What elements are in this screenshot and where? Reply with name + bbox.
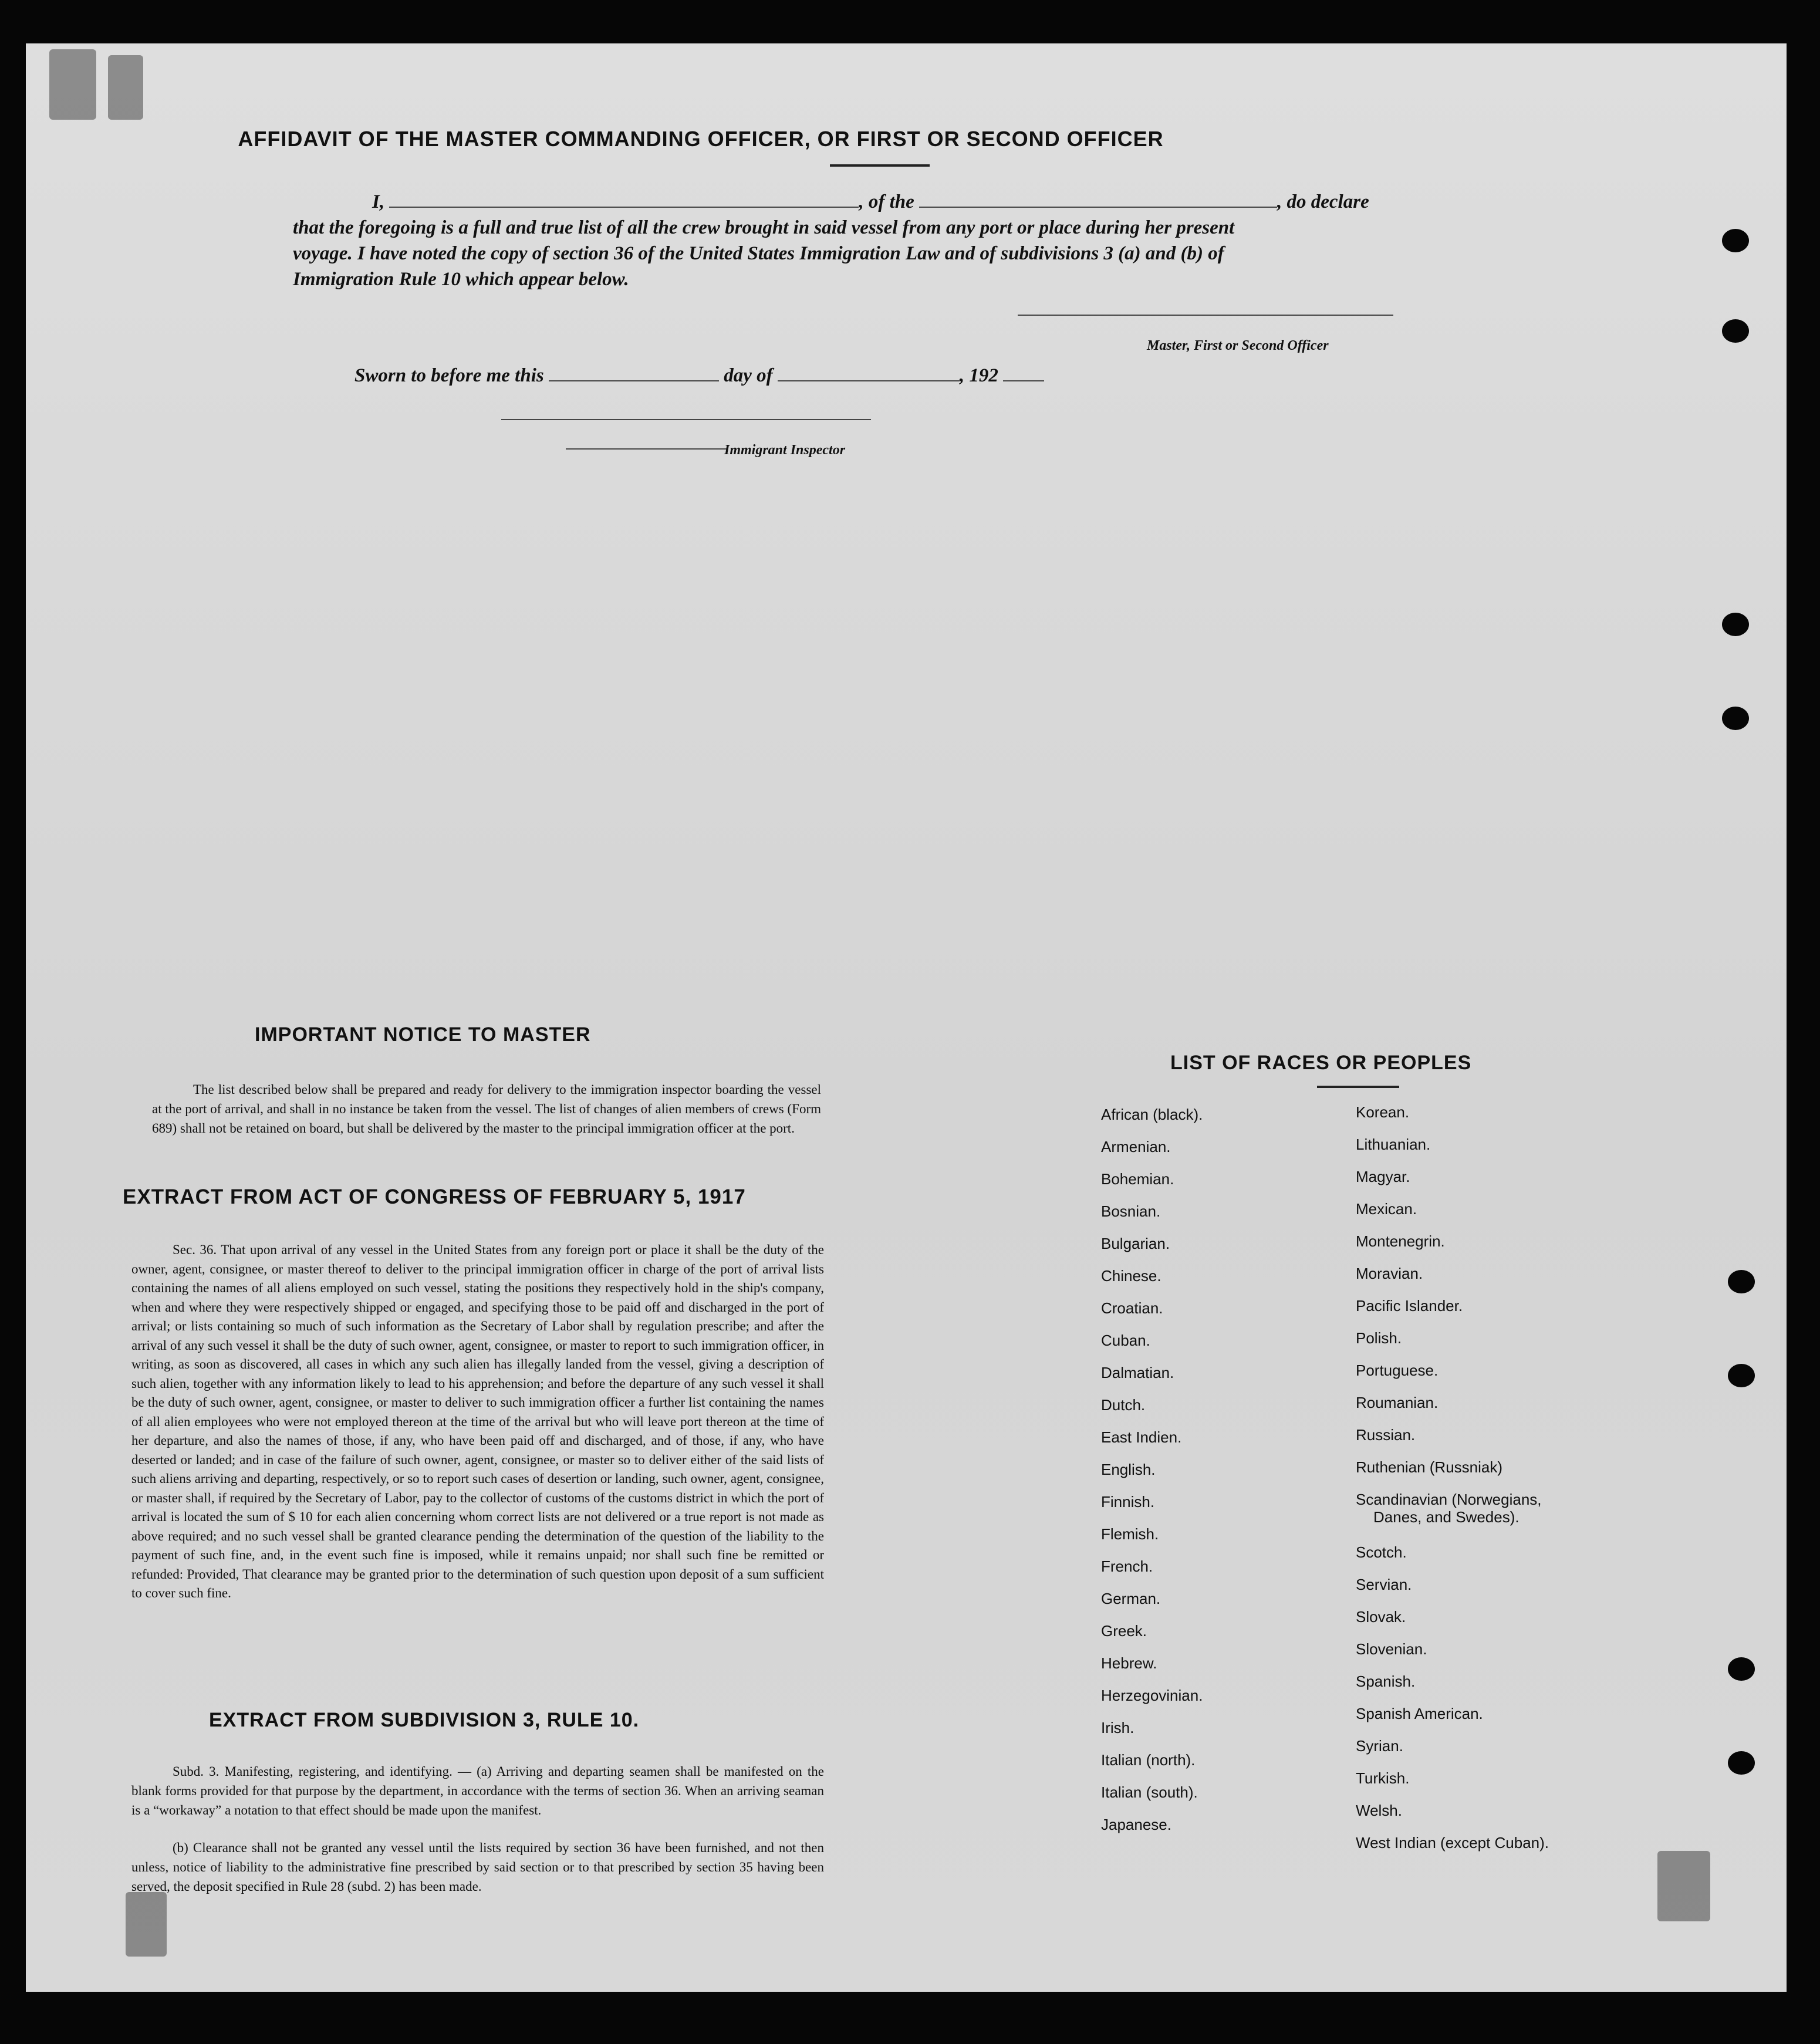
declarant-name-field[interactable] xyxy=(389,207,859,208)
race-item: Magyar. xyxy=(1356,1168,1410,1185)
affidavit-title: AFFIDAVIT OF THE MASTER COMMANDING OFFICER, OR FIRST OR SECOND OFFICER xyxy=(238,127,1164,151)
inspector-signature-field[interactable] xyxy=(501,419,871,420)
declaration-line-4: Immigration Rule 10 which appear below. xyxy=(293,269,629,290)
race-item: Syrian. xyxy=(1356,1737,1403,1755)
race-item: Slovak. xyxy=(1356,1608,1406,1626)
race-item: Cuban. xyxy=(1101,1332,1150,1349)
race-item: Spanish American. xyxy=(1356,1705,1483,1722)
race-item: Chinese. xyxy=(1101,1267,1161,1285)
sworn-line xyxy=(354,365,1044,387)
race-item: Croatian. xyxy=(1101,1299,1163,1317)
race-item: Spanish. xyxy=(1356,1673,1416,1690)
binder-hole xyxy=(1722,319,1749,343)
races-left-column xyxy=(1101,1106,1336,1869)
race-item: Portuguese. xyxy=(1356,1361,1439,1379)
race-item: Scotch. xyxy=(1356,1543,1407,1561)
race-item: Dutch. xyxy=(1101,1396,1146,1414)
rule-text-a: Subd. 3. Manifesting, registering, and identifying. — (a) Arriving and departing seamen shall be manifested on the blank forms provided for that purpose by the department, in accordance with the terms of section 36. When an arriving seaman is a “workaway” a notation to that effect should be made upon the manifest. xyxy=(131,1764,824,1817)
master-signature-label: Master, First or Second Officer xyxy=(1147,338,1329,353)
race-item: Montenegrin. xyxy=(1356,1232,1445,1250)
race-item: Servian. xyxy=(1356,1576,1412,1593)
race-item: Dalmatian. xyxy=(1101,1364,1174,1381)
notice-title: IMPORTANT NOTICE TO MASTER xyxy=(255,1023,591,1046)
declaration-line-3: voyage. I have noted the copy of section 36 of the United States Immigration Law and of subdivisions 3 (a) and (b) of xyxy=(293,243,1224,264)
race-item: Armenian. xyxy=(1101,1138,1171,1156)
sworn-day-field[interactable] xyxy=(549,380,719,381)
races-title: LIST OF RACES OR PEOPLES xyxy=(1170,1052,1472,1074)
binder-hole xyxy=(1722,707,1749,730)
declaration-line-1 xyxy=(372,191,1369,213)
race-item: Herzegovinian. xyxy=(1101,1687,1203,1704)
corner-smudge-bottom-left xyxy=(126,1892,167,1957)
title-underline xyxy=(830,164,930,167)
of-the-label: , of the xyxy=(859,191,914,212)
race-item: Italian (north). xyxy=(1101,1751,1196,1769)
year-prefix: , 192 xyxy=(959,365,998,386)
day-of-label: day of xyxy=(724,365,773,386)
rule-text-b: (b) Clearance shall not be granted any vessel until the lists required by section 36 have been furnished, and not then unless, notice of liability to the administrative fine prescribed by said section or to that prescribed by section 35 having been served, the deposit specified in Rule 28 (subd. 2) has been made. xyxy=(131,1840,824,1894)
inspector-label: Immigrant Inspector xyxy=(724,442,846,458)
race-item: Korean. xyxy=(1356,1103,1410,1121)
race-item: Welsh. xyxy=(1356,1802,1402,1819)
document-page xyxy=(26,43,1787,1992)
race-item: East Indien. xyxy=(1101,1428,1182,1446)
sworn-label: Sworn to before me this xyxy=(354,365,544,386)
act-title: EXTRACT FROM ACT OF CONGRESS OF FEBRUARY 5, 1917 xyxy=(123,1185,746,1208)
race-item: Hebrew. xyxy=(1101,1654,1157,1672)
race-item: Flemish. xyxy=(1101,1525,1159,1543)
binder-hole xyxy=(1728,1657,1755,1681)
binder-hole xyxy=(1728,1751,1755,1775)
race-item: Turkish. xyxy=(1356,1769,1410,1787)
declarant-label: I, xyxy=(372,191,385,212)
race-item: Slovenian. xyxy=(1356,1640,1427,1658)
races-right-column xyxy=(1356,1103,1684,1890)
rule-title: EXTRACT FROM SUBDIVISION 3, RULE 10. xyxy=(209,1709,640,1731)
declaration-line-2: that the foregoing is a full and true list of all the crew brought in said vessel from any port or place during her present xyxy=(293,217,1235,238)
sworn-month-field[interactable] xyxy=(778,380,960,381)
corner-smudge-top-left-2 xyxy=(108,55,143,120)
race-item: Irish. xyxy=(1101,1719,1134,1736)
act-text: Sec. 36. That upon arrival of any vessel in the United States from any foreign port or place it shall be the duty of the owner, agent, consignee, or master thereof to deliver to the principal immigration officer in charge of the port of arrival lists containing the names of all aliens employed on such vessel, stating the positions they respectively hold in the ship's company, when and where they were respectively shipped or engaged, and specifying those to be paid off and discharged in the port of arrival; or lists containing so much of such information as the Secretary of Labor shall by regulation prescribe; and after the arrival of any such vessel it shall be the duty of such owner, agent, consignee, or master to report to such immigration officer, in writing, as soon as discovered, all cases in which any such alien has illegally landed from the vessel, giving a description of such alien, together with any information likely to lead to his apprehension; and before the departure of any such vessel it shall be the duty of such owner, agent, consignee, or master to deliver to such immigration officer a further list containing the names of all alien employees who were not employed thereon at the time of the arrival but who will leave port thereon at the time of her departure, and also the names of those, if any, who have been paid off and discharged, and of those, if any, who have deserted or landed; and in case of the failure of such owner, agent, consignee, or master so to deliver either of the said lists of such aliens arriving and departing, respectively, or so to report such cases of desertion or landing, such owner, agent, consignee, or master shall, if required by the Secretary of Labor, pay to the collector of customs of the customs district in which the port of arrival is located the sum of $ 10 for each alien concerning whom correct lists are not delivered or a true report is not made as above required; and no such vessel shall be granted clearance pending the determination of the question of the liability to the payment of such fine, and, in the event such fine is imposed, while it remains unpaid; nor shall such fine be remitted or refunded: Provided, That clearance may be granted prior to the determination of such question upon deposit of a sum sufficient to cover such fine. xyxy=(131,1242,824,1600)
race-item: Japanese. xyxy=(1101,1816,1171,1833)
race-item: Bulgarian. xyxy=(1101,1235,1170,1252)
binder-hole xyxy=(1722,613,1749,636)
declare-label: , do declare xyxy=(1277,191,1369,212)
notice-text: The list described below shall be prepared and ready for delivery to the immigration inspector boarding the vessel at the port of arrival, and shall in no instance be taken from the vessel. The list of changes of alien members of crews (Form 689) shall not be retained on board, but shall be delivered by the master to the principal immigration officer at the port. xyxy=(152,1082,821,1136)
binder-hole xyxy=(1722,229,1749,252)
race-item: Mexican. xyxy=(1356,1200,1417,1218)
race-item: Pacific Islander. xyxy=(1356,1297,1463,1315)
sworn-year-field[interactable] xyxy=(1003,380,1044,381)
race-item: English. xyxy=(1101,1461,1156,1478)
race-item: Scandinavian (Norwegians, xyxy=(1356,1491,1542,1508)
race-item: Polish. xyxy=(1356,1329,1402,1347)
race-item: Danes, and Swedes). xyxy=(1373,1508,1520,1526)
race-item: Italian (south). xyxy=(1101,1783,1198,1801)
race-item: Lithuanian. xyxy=(1356,1136,1431,1153)
inspector-short-line xyxy=(566,448,727,450)
races-title-underline xyxy=(1317,1086,1399,1088)
corner-smudge-top-left xyxy=(49,49,96,120)
vessel-name-field[interactable] xyxy=(919,207,1277,208)
race-item: German. xyxy=(1101,1590,1161,1607)
race-item: Bohemian. xyxy=(1101,1170,1174,1188)
binder-hole xyxy=(1728,1270,1755,1293)
race-item: African (black). xyxy=(1101,1106,1203,1123)
race-item: Russian. xyxy=(1356,1426,1416,1444)
race-item: Roumanian. xyxy=(1356,1394,1439,1411)
race-item: Moravian. xyxy=(1356,1265,1423,1282)
race-item: French. xyxy=(1101,1558,1153,1575)
master-signature-field[interactable] xyxy=(1018,315,1393,316)
race-item: Ruthenian (Russniak) xyxy=(1356,1458,1503,1476)
race-item: Finnish. xyxy=(1101,1493,1155,1511)
race-item: West Indian (except Cuban). xyxy=(1356,1834,1549,1852)
binder-hole xyxy=(1728,1364,1755,1387)
race-item: Greek. xyxy=(1101,1622,1147,1640)
race-item: Bosnian. xyxy=(1101,1202,1161,1220)
